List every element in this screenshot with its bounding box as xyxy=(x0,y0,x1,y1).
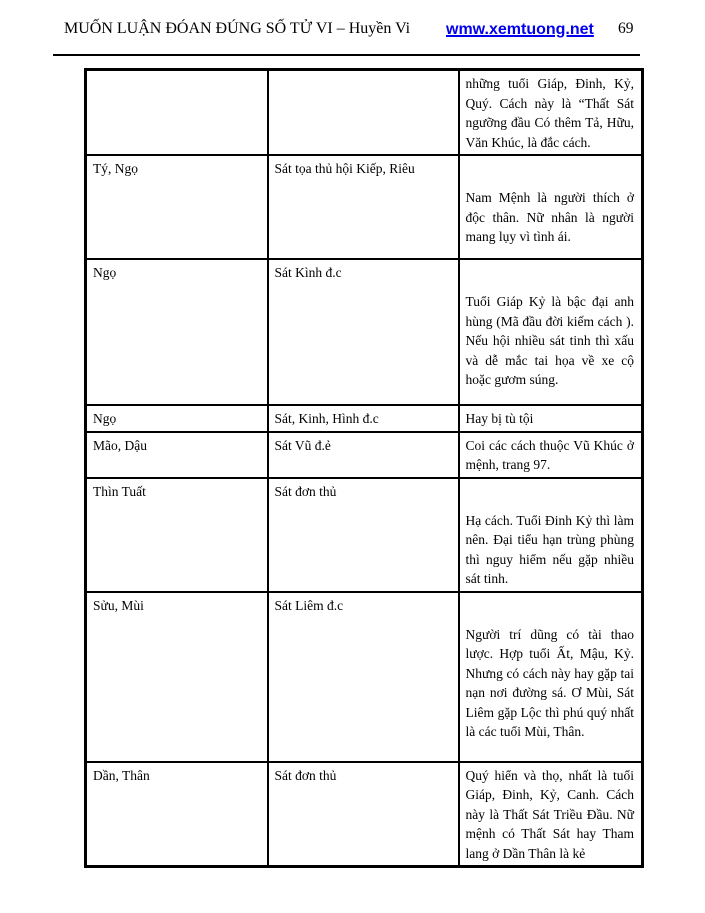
cell-position: Thìn Tuất xyxy=(86,478,268,592)
cell-stars: Sát Liêm đ.c xyxy=(268,592,459,762)
cell-position: Mão, Dậu xyxy=(86,432,268,478)
cell-position: Ngọ xyxy=(86,405,268,432)
cell-description: Hay bị tù tội xyxy=(459,405,643,432)
cell-stars: Sát, Kinh, Hình đ.c xyxy=(268,405,459,432)
cell-stars: Sát Vũ đ.ẻ xyxy=(268,432,459,478)
cell-description: Người trí dũng có tài thao lược. Hợp tuổi Ất, Mậu, Kỷ. Nhưng có cách này hay gặp tai nạn nơi đường sá. Ơ Mùi, Sát Liêm gặp Lộc thì phú quý nhất là các tuổi Mùi, Thân. xyxy=(459,592,643,762)
page-title: MUỐN LUẬN ĐÓAN ĐÚNG SỐ TỬ VI – Huyền Vi xyxy=(64,20,411,37)
cell-description: Hạ cách. Tuổi Đinh Kỷ thì làm nên. Đại tiểu hạn trùng phùng thì nguy hiểm nếu gặp nhiều sát tinh. xyxy=(459,478,643,592)
cell-position: Tý, Ngọ xyxy=(86,155,268,259)
cell-description: Coi các cách thuộc Vũ Khúc ở mệnh, trang 97. xyxy=(459,432,643,478)
cell-description: Tuổi Giáp Kỷ là bậc đại anh hùng (Mã đầu đời kiếm cách ). Nếu hội nhiều sát tinh thì xấu và dễ mắc tai họa về xe cộ hoặc gươm súng. xyxy=(459,259,643,405)
table-row xyxy=(86,478,643,592)
table-row xyxy=(86,70,643,156)
cell-position: Dần, Thân xyxy=(86,762,268,867)
site-link[interactable]: wmw.xemtuong.net xyxy=(446,21,594,38)
page-number: 69 xyxy=(618,20,634,37)
cell-position: Ngọ xyxy=(86,259,268,405)
cell-stars: Sát đơn thủ xyxy=(268,478,459,592)
table-row xyxy=(86,405,643,432)
astrology-table xyxy=(84,68,644,868)
cell-position xyxy=(86,70,268,156)
cell-stars xyxy=(268,70,459,156)
header-divider xyxy=(53,54,640,56)
cell-description: Quý hiển và thọ, nhất là tuổi Giáp, Đinh, Kỷ, Canh. Cách này là Thất Sát Triều Đầu. Nữ mệnh có Thất Sát hay Tham lang ở Dần Thân là kẻ xyxy=(459,762,643,867)
table-row xyxy=(86,259,643,405)
cell-description: những tuổi Giáp, Đinh, Kỷ, Quý. Cách này là “Thất Sát ngưỡng đầu Có thêm Tả, Hữu, Văn Khúc, là đắc cách. xyxy=(459,70,643,156)
table-row xyxy=(86,155,643,259)
table-row xyxy=(86,762,643,867)
table-row xyxy=(86,432,643,478)
cell-stars: Sát tọa thủ hội Kiếp, Riêu xyxy=(268,155,459,259)
cell-stars: Sát đơn thủ xyxy=(268,762,459,867)
cell-position: Sửu, Mùi xyxy=(86,592,268,762)
cell-description: Nam Mệnh là người thích ở độc thân. Nữ nhân là người mang lụy vì tình ái. xyxy=(459,155,643,259)
cell-stars: Sát Kình đ.c xyxy=(268,259,459,405)
table-row xyxy=(86,592,643,762)
